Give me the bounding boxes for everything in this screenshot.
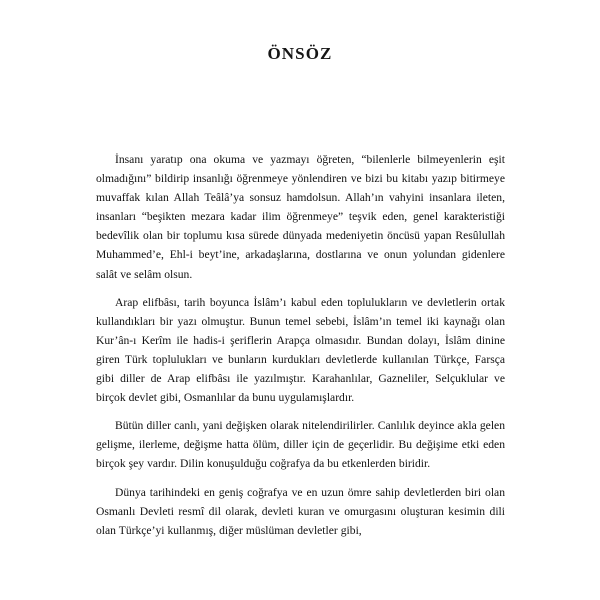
page-title: ÖNSÖZ: [267, 44, 333, 64]
paragraph: Bütün diller canlı, yani değişken olarak nitelendirilirler. Canlılık deyince akla gelen gelişme, ilerleme, değişme hatta ölüm, diller için de geçerlidir. Bu değişime etki eden birçok şey vardır. Dilin konuşulduğu coğrafya da bu etkenlerden biridir.: [96, 419, 505, 471]
paragraph: İnsanı yaratıp ona okuma ve yazmayı öğreten, “bilenlerle bilmeyenlerin eşit olmadığını” bildirip insanlığı öğrenmeye yönlendiren ve bizi bu kitabı yazıp bitirmeye muvaffak kılan Allah Teâlâ’ya sonsuz hamdolsun. Allah’ın vahyini insanlara ileten, insanları “beşikten mezara kadar ilim öğrenmeye” teşvik eden, genel karakteristiği bedevîlik olan bir toplumu kısa sürede dünyada medeniyetin öncüsü yapan Resûlullah Muhammed’e, Ehl-i beyt’ine, arkadaşlarına, dostlarına ve onun yolundan gidenlere salât ve selâm olsun.: [96, 153, 505, 281]
paragraph: Dünya tarihindeki en geniş coğrafya ve en uzun ömre sahip devletlerden biri olan Osmanlı Devleti resmî dil olarak, devleti kuran ve omurgasını oluşturan kesimin dili olan Türkçe’yi kullanmış, diğer müslüman devletler gibi,: [96, 485, 505, 537]
body-text-column: [96, 150, 505, 540]
paragraph: Arap elifbâsı, tarih boyunca İslâm’ı kabul eden toplulukların ve devletlerin ortak kullandıkları bir yazı olmuştur. Bunun temel sebebi, İslâm’ın temel iki kaynağı olan Kur’ân-ı Kerîm ile hadis-i şeriflerin Arapça olmasıdır. Bundan dolayı, İslâm dinine giren Türk toplulukları ve bunların kurdukları devletlerde kullanılan Türkçe, Farsça gibi diller de Arap elifbâsı ile yazılmıştır. Karahanlılar, Gazneliler, Selçuklular ve birçok devlet gibi, Osmanlılar da bunu uygulamışlardır.: [96, 295, 505, 405]
